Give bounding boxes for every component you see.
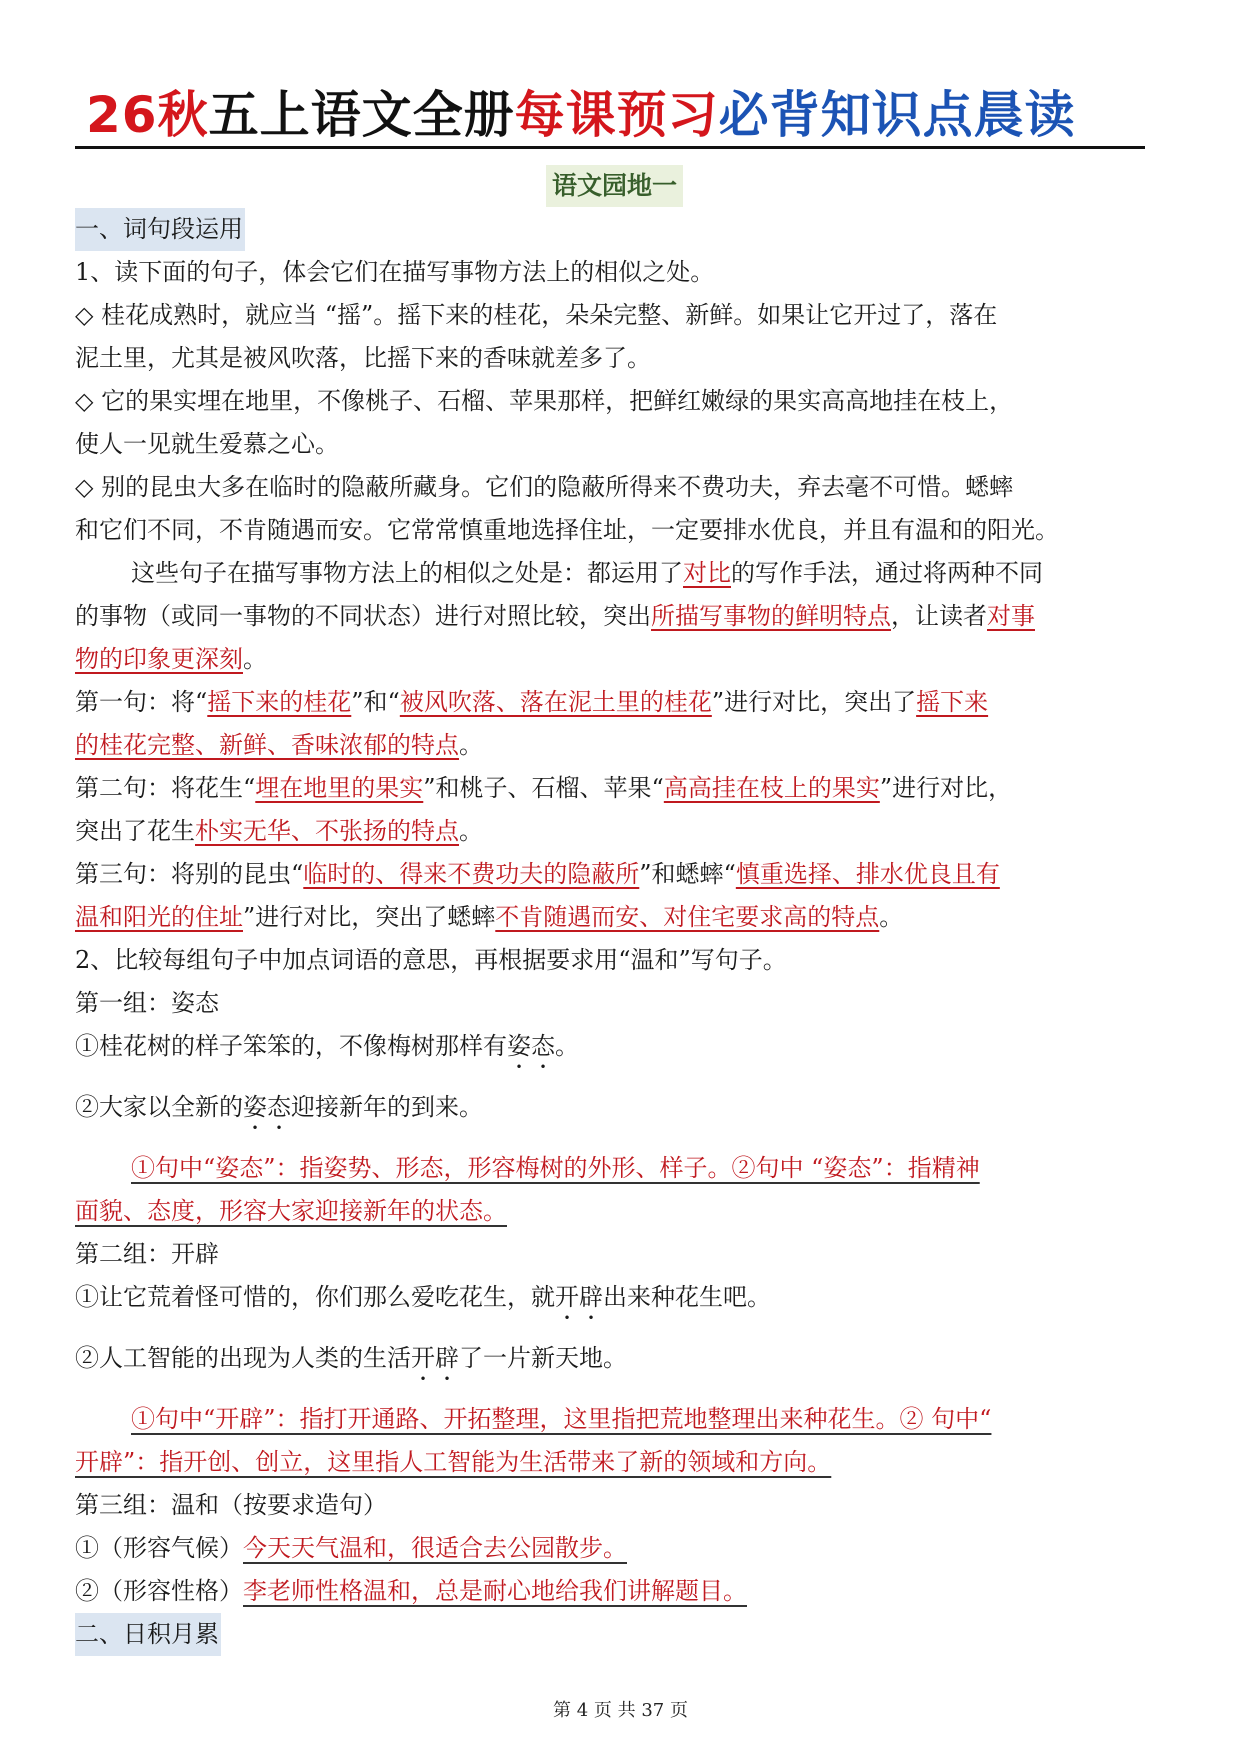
document-body xyxy=(75,208,1171,1656)
answer-blank: 的桂花完整、新鲜、香味浓郁的特点 xyxy=(75,731,459,759)
answer-blank: 被风吹落、落在泥土里的桂花 xyxy=(399,688,712,716)
answer-blank: 临时的、得来不费功夫的隐蔽所 xyxy=(303,860,640,888)
page-footer: 第 4 页 共 37 页 xyxy=(553,1700,688,1721)
analysis-text: ”进行对比， xyxy=(879,774,1013,802)
group-1-answer-line-2 xyxy=(75,1190,1171,1233)
sentence-text: ①桂花树的样子笨笨的，不像梅树那样有 xyxy=(75,1032,507,1060)
group-1-sentence-2 xyxy=(75,1086,1171,1135)
group-2-answer-line-2 xyxy=(75,1441,1171,1484)
analysis-text: ”和蟋蟀“ xyxy=(639,860,736,888)
title-part-year: 26秋 xyxy=(86,86,209,144)
sentence-2-line-2: 使人一见就生爱慕之心。 xyxy=(75,430,339,458)
answer-text: 李老师性格温和，总是耐心地给我们讲解题目。 xyxy=(243,1577,747,1605)
sentence-3-line-1: ◇ 别的昆虫大多在临时的隐蔽所藏身。它们的隐蔽所得来不费功夫，弃去毫不可惜。蟋蟀 xyxy=(75,473,1014,501)
group-3-label: 第三组：温和（按要求造句） xyxy=(75,1491,387,1519)
page-title xyxy=(86,80,1146,150)
answer-blank: 物的印象更深刻 xyxy=(75,645,243,673)
group-2-answer-line-1 xyxy=(75,1398,1171,1441)
sentence-text: ②人工智能的出现为人类的生活 xyxy=(75,1344,411,1372)
analysis-text: ”和桃子、石榴、苹果“ xyxy=(423,774,664,802)
answer-blank: 对比 xyxy=(683,559,731,587)
answer-blank: 所描写事物的鲜明特点 xyxy=(651,602,891,630)
sentence-text: ②大家以全新的 xyxy=(75,1093,243,1121)
answer-text: 的写作手法，通过将两种不同 xyxy=(731,559,1043,587)
answer-text: ①句中“姿态”：指姿势、形态，形容梅树的外形、样子。②句中 “姿态”：指精神 xyxy=(131,1154,980,1182)
answer-text: 今天天气温和，很适合去公园散步。 xyxy=(243,1534,627,1562)
dotted-word: 姿态 xyxy=(243,1093,291,1121)
sentence-2-line-1: ◇ 它的果实埋在地里，不像桃子、石榴、苹果那样，把鲜红嫩绿的果实高高地挂在枝上， xyxy=(75,387,1014,415)
answer-blank: 温和阳光的住址 xyxy=(75,903,243,931)
answer-blank: 高高挂在枝上的果实 xyxy=(663,774,880,802)
analysis-text: 第一句：将“ xyxy=(75,688,208,716)
answer-blank: 埋在地里的果实 xyxy=(255,774,424,802)
answer-blank: 朴实无华、不张扬的特点 xyxy=(195,817,459,845)
dotted-word: 姿态 xyxy=(507,1032,555,1060)
answer-blank: 对事 xyxy=(987,602,1035,630)
heading-accumulation: 二、日积月累 xyxy=(75,1613,221,1656)
analysis-text: 。 xyxy=(459,817,483,845)
answer-summary-line-1 xyxy=(75,552,1171,595)
answer-text: 面貌、态度，形容大家迎接新年的状态。 xyxy=(75,1197,507,1225)
answer-blank: 摇下来 xyxy=(916,688,989,716)
sentence-label: ②（形容性格） xyxy=(75,1577,243,1605)
group-1-sentence-1 xyxy=(75,1025,1171,1074)
group-2-sentence-2 xyxy=(75,1337,1171,1386)
dotted-word: 开辟 xyxy=(411,1344,459,1372)
title-divider xyxy=(75,146,1145,149)
section-title: 语文园地一 xyxy=(546,165,683,207)
answer-text: 这些句子在描写事物方法上的相似之处是：都运用了 xyxy=(131,559,683,587)
analysis-text: ”进行对比，突出了 xyxy=(711,688,917,716)
analysis-text: 第三句：将别的昆虫“ xyxy=(75,860,304,888)
analysis-second-line-1 xyxy=(75,767,1171,810)
answer-text: ①句中“开辟”：指打开通路、开拓整理，这里指把荒地整理出来种花生。② 句中“ xyxy=(131,1405,992,1433)
answer-blank: 不肯随遇而安、对住宅要求高的特点 xyxy=(495,903,880,931)
sentence-text: 。 xyxy=(555,1032,579,1060)
answer-text: 。 xyxy=(243,645,267,673)
answer-summary-line-2 xyxy=(75,595,1171,638)
group-3-sentence-2 xyxy=(75,1570,1171,1613)
title-part-grade: 五上语文全册 xyxy=(208,86,515,144)
answer-text: 开辟”：指开创、创立，这里指人工智能为生活带来了新的领域和方向。 xyxy=(75,1448,832,1476)
sentence-text: 迎接新年的到来。 xyxy=(291,1093,483,1121)
sentence-3-line-2: 和它们不同，不肯随遇而安。它常常慎重地选择住址，一定要排水优良，并且有温和的阳光。 xyxy=(75,516,1059,544)
answer-blank: 慎重选择、排水优良且有 xyxy=(735,860,1000,888)
analysis-first-line-1 xyxy=(75,681,1171,724)
group-1-label: 第一组：姿态 xyxy=(75,989,219,1017)
analysis-second-line-2 xyxy=(75,810,1171,853)
sentence-text: 出来种花生吧。 xyxy=(603,1283,771,1311)
group-1-answer-line-1 xyxy=(75,1147,1171,1190)
analysis-text: ”和“ xyxy=(351,688,400,716)
analysis-text: ”进行对比，突出了蟋蟀 xyxy=(243,903,496,931)
analysis-third-line-1 xyxy=(75,853,1171,896)
sentence-label: ①（形容气候） xyxy=(75,1534,243,1562)
analysis-text: 突出了花生 xyxy=(75,817,195,845)
group-2-label: 第二组：开辟 xyxy=(75,1240,219,1268)
analysis-text: 。 xyxy=(459,731,483,759)
heading-word-usage: 一、词句段运用 xyxy=(75,208,245,251)
answer-text: ，让读者 xyxy=(891,602,987,630)
sentence-1-line-2: 泥土里，尤其是被风吹落，比摇下来的香味就差多了。 xyxy=(75,344,651,372)
sentence-text: ①让它荒着怪可惜的，你们那么爱吃花生，就 xyxy=(75,1283,555,1311)
q1-prompt: 1、读下面的句子，体会它们在描写事物方法上的相似之处。 xyxy=(75,258,715,286)
analysis-text: 第二句：将花生“ xyxy=(75,774,256,802)
answer-summary-line-3 xyxy=(75,638,1171,681)
sentence-1-line-1: ◇ 桂花成熟时，就应当 “摇”。摇下来的桂花，朵朵完整、新鲜。如果让它开过了，落在 xyxy=(75,301,998,329)
title-part-lesson: 每课预习 xyxy=(514,86,719,144)
answer-blank: 摇下来的桂花 xyxy=(207,688,352,716)
analysis-text: 。 xyxy=(879,903,904,931)
q2-prompt: 2、比较每组句子中加点词语的意思，再根据要求用“温和”写句子。 xyxy=(75,946,787,974)
group-2-sentence-1 xyxy=(75,1276,1171,1325)
answer-text: 的事物（或同一事物的不同状态）进行对照比较，突出 xyxy=(75,602,651,630)
title-part-topic: 必背知识点晨读 xyxy=(718,86,1076,144)
analysis-first-line-2 xyxy=(75,724,1171,767)
sentence-text: 了一片新天地。 xyxy=(459,1344,627,1372)
group-3-sentence-1 xyxy=(75,1527,1171,1570)
dotted-word: 开辟 xyxy=(555,1283,603,1311)
analysis-third-line-2 xyxy=(75,896,1171,939)
